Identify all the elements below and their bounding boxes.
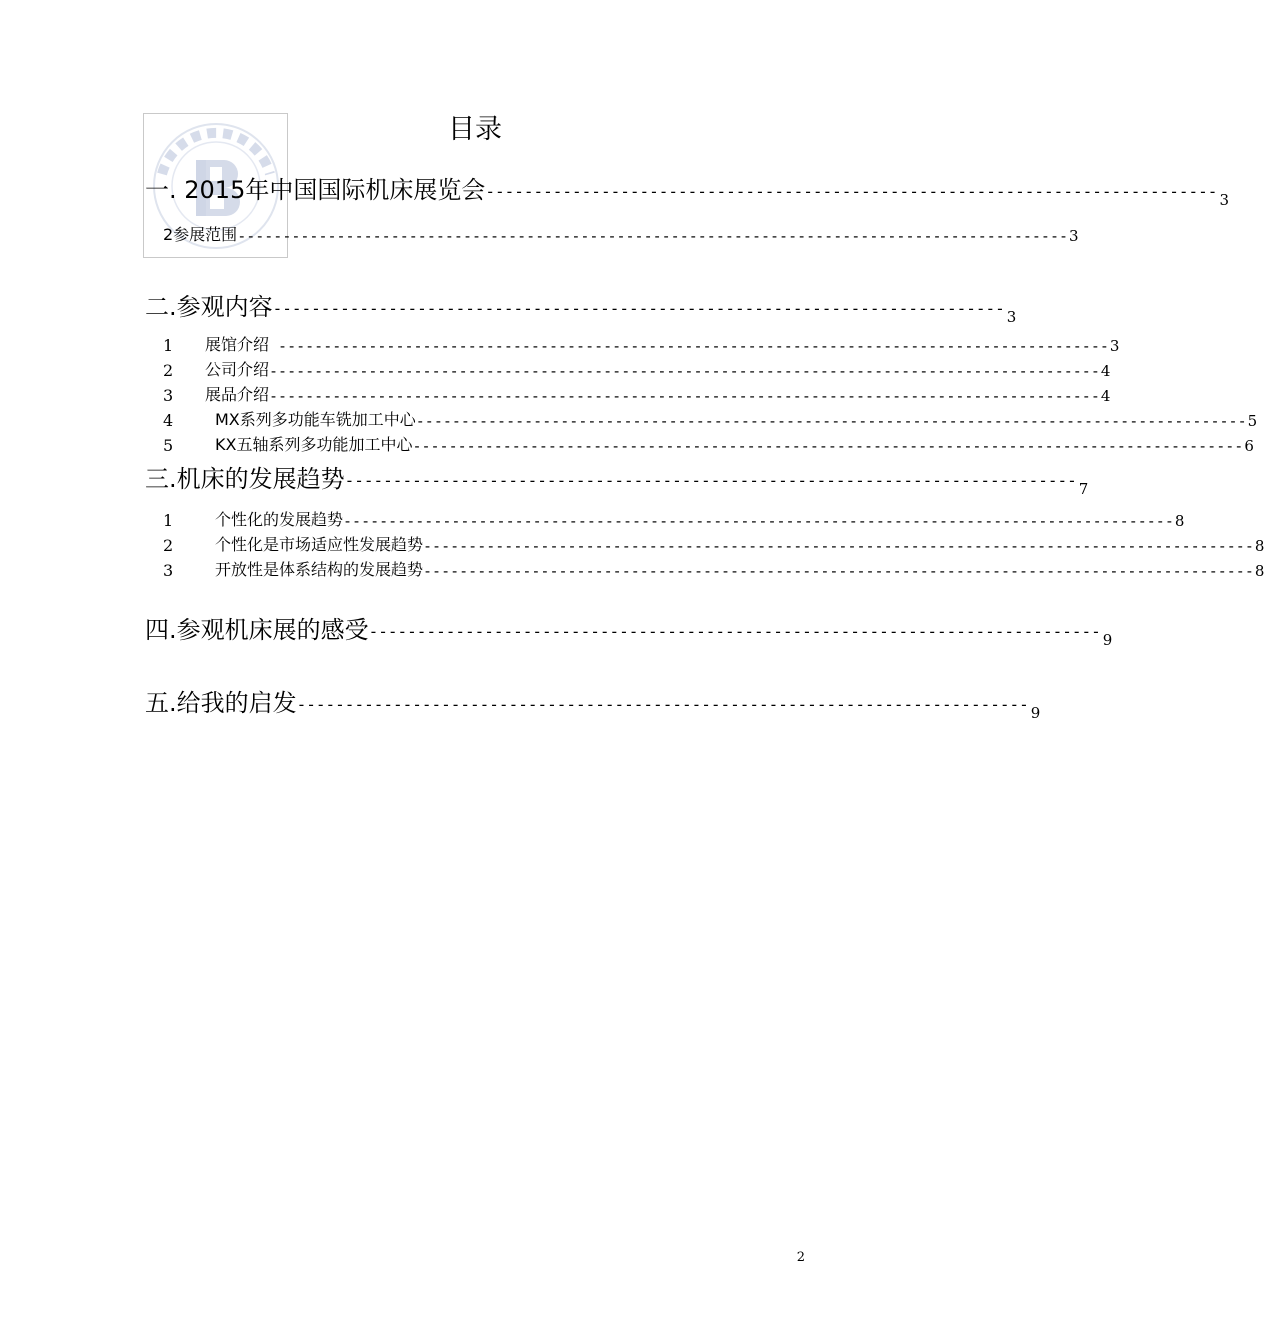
toc-entry-label: 个性化的发展趋势 [215,510,344,529]
toc-entry-section[interactable] [163,432,1254,455]
toc-entry-section[interactable] [163,557,1264,580]
toc-page-number: 9 [1030,704,1041,722]
toc-page-number: 3 [1069,227,1079,245]
toc-leader: ---------------------------------------------------------------------------- [272,299,1005,318]
toc-leader: ---------------------------------------------------------------------------- [344,471,1077,490]
toc-entry-label: KX五轴系列多功能加工中心 [215,435,413,454]
toc-entry-section[interactable] [163,507,1185,530]
toc-entry-label: 五.给我的启发 [145,689,297,717]
toc-leader: -------------------------------------------------------------------------------------------- [269,337,1109,355]
toc-entry-number: 3 [163,561,174,580]
toc-leader: -------------------------------------------------------------------------------------------- [415,412,1247,430]
toc-entry-label: 二.参观内容 [145,293,273,321]
toc-entry-label: 一. 2015年中国国际机床展览会 [145,176,486,204]
toc-entry-number: 1 [163,511,174,530]
toc-entry-chapter-5[interactable] [145,683,1041,722]
toc-entry-label: 四.参观机床展的感受 [145,616,369,644]
toc-leader: -------------------------------------------------------------------------------------------- [423,562,1254,580]
toc-page-number: 3 [1109,337,1120,355]
toc-entry-label: 展馆介绍 [205,335,270,354]
toc-leader: ---------------------------------------------------------------------------- [296,695,1029,714]
toc-entry-label: 个性化是市场适应性发展趋势 [215,535,424,554]
toc-entry-number: 2 [163,361,174,380]
toc-entry-number: 4 [163,411,174,430]
toc-entry-section[interactable] [163,382,1111,405]
toc-entry-chapter-3[interactable] [145,459,1089,498]
toc-page-number: 8 [1174,512,1185,530]
toc-entry-section[interactable] [163,222,1079,245]
toc-page-number: 9 [1102,631,1113,649]
toc-leader: -------------------------------------------------------------------------------------------- [412,437,1244,455]
toc-leader: -------------------------------------------------------------------------------------------- [237,227,1069,245]
toc-entry-section[interactable] [163,407,1258,430]
toc-entry-section[interactable] [163,357,1111,380]
toc-leader: ---------------------------------------------------------------------------- [485,182,1218,201]
toc-entry-label: 开放性是体系结构的发展趋势 [215,560,424,579]
toc-page-number: 7 [1078,480,1089,498]
toc-page-number: 3 [1219,191,1229,209]
toc-leader: ---------------------------------------------------------------------------- [368,622,1101,641]
toc-page-number: 3 [1006,308,1017,326]
toc-entry-chapter-2[interactable] [145,287,1017,326]
toc-page-number: 5 [1247,412,1258,430]
toc-leader: -------------------------------------------------------------------------------------------- [343,512,1174,530]
toc-page-number: 4 [1100,387,1111,405]
toc-leader: -------------------------------------------------------------------------------------------- [269,362,1100,380]
toc-entry-number: 1 [163,336,174,355]
toc-entry-section[interactable] [163,532,1264,555]
toc-leader: -------------------------------------------------------------------------------------------- [423,537,1254,555]
toc-leader: -------------------------------------------------------------------------------------------- [269,387,1100,405]
toc-entry-chapter-4[interactable] [145,610,1113,649]
toc-page-number: 6 [1244,437,1254,455]
page-number: 2 [796,1250,805,1265]
toc-entry-label: 公司介绍 [205,360,270,379]
toc-page-number: 4 [1100,362,1111,380]
toc-entry-number: 3 [163,386,174,405]
toc-entry-section[interactable] [163,332,1120,355]
toc-entry-chapter-1[interactable] [145,170,1229,209]
toc-entry-label: MX系列多功能车铣加工中心 [215,410,416,429]
toc-entry-number: 5 [163,436,174,455]
toc-page-number: 8 [1254,537,1264,555]
toc-entry-label: 三.机床的发展趋势 [145,465,345,493]
toc-title: 目录 [448,114,502,145]
toc-entry-label: 2参展范围 [163,225,238,244]
toc-entry-number: 2 [163,536,174,555]
toc-entry-label: 展品介绍 [205,385,270,404]
toc-page-number: 8 [1254,562,1264,580]
